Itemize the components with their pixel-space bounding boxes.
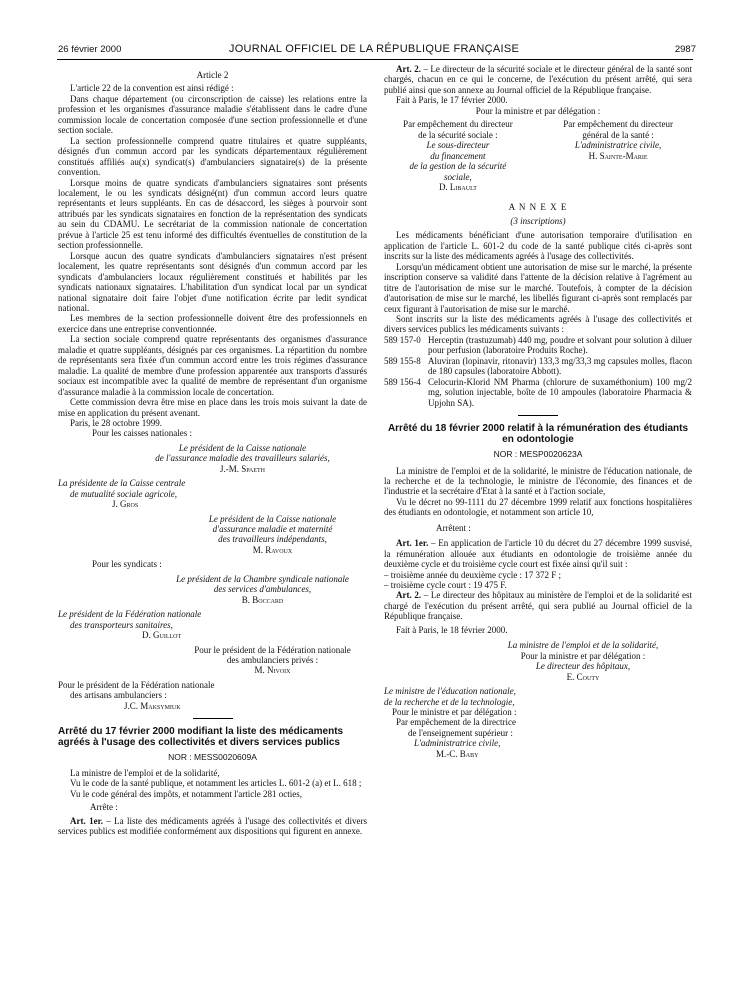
- signature-role: de la recherche et de la technologie,: [384, 696, 515, 707]
- signature-intro: Pour la ministre et par délégation :: [475, 105, 601, 116]
- paragraph: Vu le décret no 99-1111 du 27 décembre 1999 relatif aux fonctions hospitalières des étudiants en odontologie, et notamment son article 10,: [384, 496, 692, 518]
- signature-block: [384, 686, 692, 759]
- list-item: [384, 335, 692, 356]
- paragraph: La ministre de l'emploi et de la solidarité, le ministre de l'éducation nationale, de la recherche et de la technologie, le ministre de l'économie, des finances et de l'industrie et la secrétaire d'Etat à la santé et à l'action sociale,: [384, 465, 692, 497]
- paragraph: La section sociale comprend quatre représentants des organismes d'assurance maladie et quatre suppléants, désignés par ces organismes. La répartition du nombre de représentants sera fixée d'un commun accord entre les trois régimes d'assurance maladie. La qualité de membre d'une profession apparentée aux transports d'assurés sociaux est incompatible avec la qualité de membre de représentant d'un organisme d'assurance maladie à la commission locale de concertation.: [58, 334, 367, 397]
- signature-role: La ministre de l'emploi et de la solidarité,: [507, 640, 659, 651]
- signature-block: [384, 119, 532, 192]
- article-text: – Le directeur des hôpitaux au ministère de l'emploi et de la solidarité est chargé de l'exécution du présent arrêté, qui sera publié au Journal officiel de la République française.: [384, 590, 692, 622]
- article-heading: Article 2: [196, 70, 229, 80]
- header-date: 26 février 2000: [58, 44, 122, 55]
- signature-role: des transporteurs sanitaires,: [70, 619, 173, 630]
- medication-code: 589 157-0: [384, 334, 421, 345]
- arrete-heading: Arrêtent :: [436, 522, 471, 533]
- paragraph: Sont inscrits sur la liste des médicaments agréés à l'usage des collectivités et divers services publics les médicaments suivants :: [384, 313, 692, 335]
- signature-role: des artisans ambulanciers :: [70, 690, 167, 701]
- list-item: [384, 377, 692, 408]
- article-label: Art. 2.: [396, 590, 422, 601]
- nor-reference: NOR : MESS0020609A: [168, 752, 257, 763]
- paragraph: La ministre de l'emploi et de la solidarité,: [70, 767, 220, 778]
- section-divider: [193, 718, 233, 719]
- signature-block: [58, 514, 367, 556]
- signature-role: Le ministre de l'éducation nationale,: [384, 686, 516, 697]
- list-item: – troisième cycle court : 19 475 F.: [384, 580, 507, 591]
- signature-role: d'assurance maladie et maternité: [212, 524, 333, 535]
- list-item: – troisième année du deuxième cycle : 17 372 F ;: [384, 569, 561, 580]
- signature-name: M. Nivoix: [254, 665, 291, 676]
- medication-code: 589 155-8: [384, 355, 421, 366]
- signature-role: de la gestion de la sécurité: [409, 161, 507, 172]
- paragraph: Cette commission devra être mise en place dans les trois mois suivant la date de mise en application du présent avenant.: [58, 397, 367, 418]
- annex-subheading: (3 inscriptions): [510, 215, 566, 226]
- signature-role: Par empêchement de la directrice: [396, 717, 516, 728]
- signature-role: Le président de la Caisse nationale: [208, 513, 337, 524]
- medication-text: Herceptin (trastuzumab) 440 mg, poudre et solvant pour solution à diluer pour perfusion (laboratoire Produits Roche).: [428, 334, 692, 356]
- article-paragraph: [384, 538, 692, 569]
- signature-role: Le président de la Chambre syndicale nationale: [176, 573, 349, 584]
- article-label: Art. 1er.: [70, 815, 103, 826]
- article-paragraph: [384, 590, 692, 621]
- place-date: Fait à Paris, le 17 février 2000.: [396, 95, 508, 106]
- paragraph: Les membres de la section professionnelle doivent être des professionnels en exercice dans une entreprise conventionnée.: [58, 313, 367, 334]
- list-item: [384, 356, 692, 377]
- signature-role: du financement: [430, 150, 486, 161]
- medication-text: Celocurin-Klorid NM Pharma (chlorure de suxaméthonium) 100 mg/2 mg, solution injectable, boîte de 10 ampoules (laboratoire Pharmacia & Upjohn SA).: [428, 376, 692, 408]
- signature-intro: Pour les syndicats :: [92, 559, 162, 570]
- signature-role: de mutualité sociale agricole,: [70, 488, 177, 499]
- signature-role: La présidente de la Caisse centrale: [58, 478, 186, 489]
- place-date: Paris, le 28 octobre 1999.: [70, 417, 162, 428]
- signature-name: J.-M. Spaeth: [219, 463, 266, 474]
- right-column: [384, 64, 692, 759]
- signature-block: [58, 609, 367, 640]
- place-date: Fait à Paris, le 18 février 2000.: [396, 624, 508, 635]
- article-paragraph: [384, 64, 692, 95]
- paragraph: Lorsqu'un médicament obtient une autorisation de mise sur le marché, la présente inscription conserve sa validité dans l'attente de la décision relative à l'agrément au titre de l'autorisation de mise sur le marché. Toutefois, à compter de la décision d'autorisation de mise sur le marché, les libellés figurant ci-après sont remplacés par ceux figurant à l'autorisation de mise sur le marché.: [384, 261, 692, 314]
- signature-name: J. Gros: [112, 499, 139, 510]
- signature-role: Pour le président de la Fédération nationale: [58, 679, 215, 690]
- article-text: – La liste des médicaments agréés à l'usage des collectivités et divers services publics est modifiée conformément aux dispositions qui figurent en annexe.: [58, 815, 367, 836]
- paragraph: Dans chaque département (ou circonscription de caisse) les relations entre la profession et les organismes d'assurance maladie s'établissent dans le cadre d'une commission locale de concertation composée d'une section professionnelle et d'une section sociale.: [58, 93, 367, 136]
- signature-role: L'administratrice civile,: [574, 140, 662, 151]
- signature-name: M. Ravoux: [252, 544, 293, 555]
- signature-block: [58, 443, 367, 474]
- signature-role: Par empêchement du directeur: [403, 119, 513, 130]
- signature-name: E. Couty: [566, 671, 600, 682]
- signature-name: D. Guillot: [142, 630, 182, 641]
- header-rule: [57, 59, 693, 60]
- signature-role: Pour le président de la Fédération nationale: [194, 644, 351, 655]
- medication-text: Aluviran (lopinavir, ritonavir) 133,3 mg/33,3 mg capsules molles, flacon de 180 capsules (laboratoire Abbott).: [428, 355, 692, 377]
- article-label: Art. 1er.: [396, 538, 429, 549]
- paragraph: Vu le code général des impôts, et notamment l'article 281 octies,: [70, 788, 303, 799]
- medication-code: 589 156-4: [384, 376, 421, 387]
- signature-name: D. Libault: [438, 181, 477, 192]
- article-label: Art. 2.: [396, 64, 421, 74]
- signature-role: de la sécurité sociale :: [418, 129, 498, 140]
- journal-title: JOURNAL OFFICIEL DE LA RÉPUBLIQUE FRANÇAISE: [228, 43, 520, 55]
- signature-name: H. Sainte-Marie: [588, 150, 648, 161]
- paragraph: Les médicaments bénéficiant d'une autorisation temporaire d'utilisation en application de l'article L. 601-2 du code de la santé publique cités ci-après sont inscrits sur la liste des médicaments agréés à l'usage des collectivités.: [384, 230, 692, 262]
- dual-signature: [384, 119, 692, 192]
- signature-block: [58, 478, 367, 509]
- paragraph: Lorsque aucun des quatre syndicats d'ambulanciers signataires n'est présent localement, les quatre représentants sont désignés d'un commun accord par les syndicats d'ambulanciers locaux régulièrement constitués et habilités par les syndicats nationaux signataires. L'habilitation d'un syndicat local par un syndicat national signataire doit faire l'objet d'une notification écrite par ledit syndicat national.: [58, 250, 367, 313]
- page-number: 2987: [674, 44, 696, 55]
- signature-role: Pour le ministre et par délégation :: [392, 707, 517, 718]
- signature-block: [544, 119, 692, 192]
- signature-role: des travailleurs indépendants,: [218, 534, 327, 545]
- annex-heading: A N N E X E: [508, 202, 568, 213]
- paragraph: Vu le code de la santé publique, et notamment les articles L. 601-2 (a) et L. 618 ;: [70, 778, 362, 789]
- signature-role: sociale,: [444, 171, 472, 182]
- left-column: [58, 64, 367, 836]
- article-text: – Le directeur de la sécurité sociale et le directeur général de la santé sont chargés, chacun en ce qui le concerne, de l'exécution du présent arrêté, qui sera publié ainsi que son annexe au Journal officiel de la République française.: [384, 64, 692, 95]
- signature-role: Le président de la Fédération nationale: [58, 609, 202, 620]
- nor-reference: NOR : MESP0020623A: [493, 449, 583, 460]
- signature-name: J.C. Maksymiuk: [124, 700, 181, 711]
- signature-role: Le président de la Caisse nationale: [178, 442, 307, 453]
- signature-role: Le directeur des hôpitaux,: [535, 661, 631, 672]
- signature-role: Par empêchement du directeur: [563, 119, 673, 130]
- signature-role: Pour la ministre et par délégation :: [520, 650, 646, 661]
- section-divider: [518, 415, 558, 416]
- signature-role: des services d'ambulances,: [213, 584, 312, 595]
- signature-name: B. Boccard: [241, 594, 284, 605]
- signature-block: [58, 574, 367, 605]
- signature-role: des ambulanciers privés :: [226, 655, 319, 666]
- decree-title: Arrêté du 17 février 2000 modifiant la liste des médicaments agréés à l'usage des collectivités et divers services publics: [58, 726, 344, 749]
- arrete-heading: Arrête :: [90, 802, 118, 813]
- signature-role: général de la santé :: [582, 129, 654, 140]
- signature-block: [58, 645, 367, 676]
- paragraph: La section professionnelle comprend quatre titulaires et quatre suppléants, désignés d'un commun accord par les syndicats départementaux régulièrement constitués affiliés au(x) syndicat(s) d'ambulanciers signataire(s) de la présente convention.: [58, 135, 367, 178]
- signature-intro: Pour les caisses nationales :: [92, 428, 192, 439]
- signature-role: de l'assurance maladie des travailleurs salariés,: [155, 453, 330, 464]
- signature-block: [384, 640, 692, 682]
- article-paragraph: [58, 816, 367, 837]
- decree-title: Arrêté du 18 février 2000 relatif à la rémunération des étudiants en odontologie: [387, 423, 689, 446]
- signature-role: de l'enseignement supérieur :: [408, 727, 513, 738]
- page-header: [0, 44, 748, 58]
- article-text: – En application de l'article 10 du décret du 27 décembre 1999 susvisé, la rémunération allouée aux étudiants en odontologie de troisième année du deuxième cycle et du troisième cycle court est fixée ainsi qu'il suit :: [384, 538, 693, 570]
- paragraph: Lorsque moins de quatre syndicats d'ambulanciers signataires sont présents localement, le ou les syndicats désigné(nt) d'un commun accord leurs quatre représentants et leurs suppléants. En cas de désaccord, les sièges à pourvoir sont attribués par les syndicats signataires en fonction de la représentation des syndicats au sein du CDAMU. Le secrétariat de la commission nationale de concertation prévue à l'article 25 est tenu informé des difficultés éventuelles de constitution de la section professionnelle.: [58, 177, 367, 251]
- signature-role: Le sous-directeur: [426, 140, 490, 151]
- signature-block: [58, 680, 367, 711]
- signature-name: M.-C. Baby: [436, 748, 479, 759]
- signature-role: L'administratrice civile,: [414, 738, 501, 749]
- paragraph: L'article 22 de la convention est ainsi rédigé :: [70, 83, 234, 94]
